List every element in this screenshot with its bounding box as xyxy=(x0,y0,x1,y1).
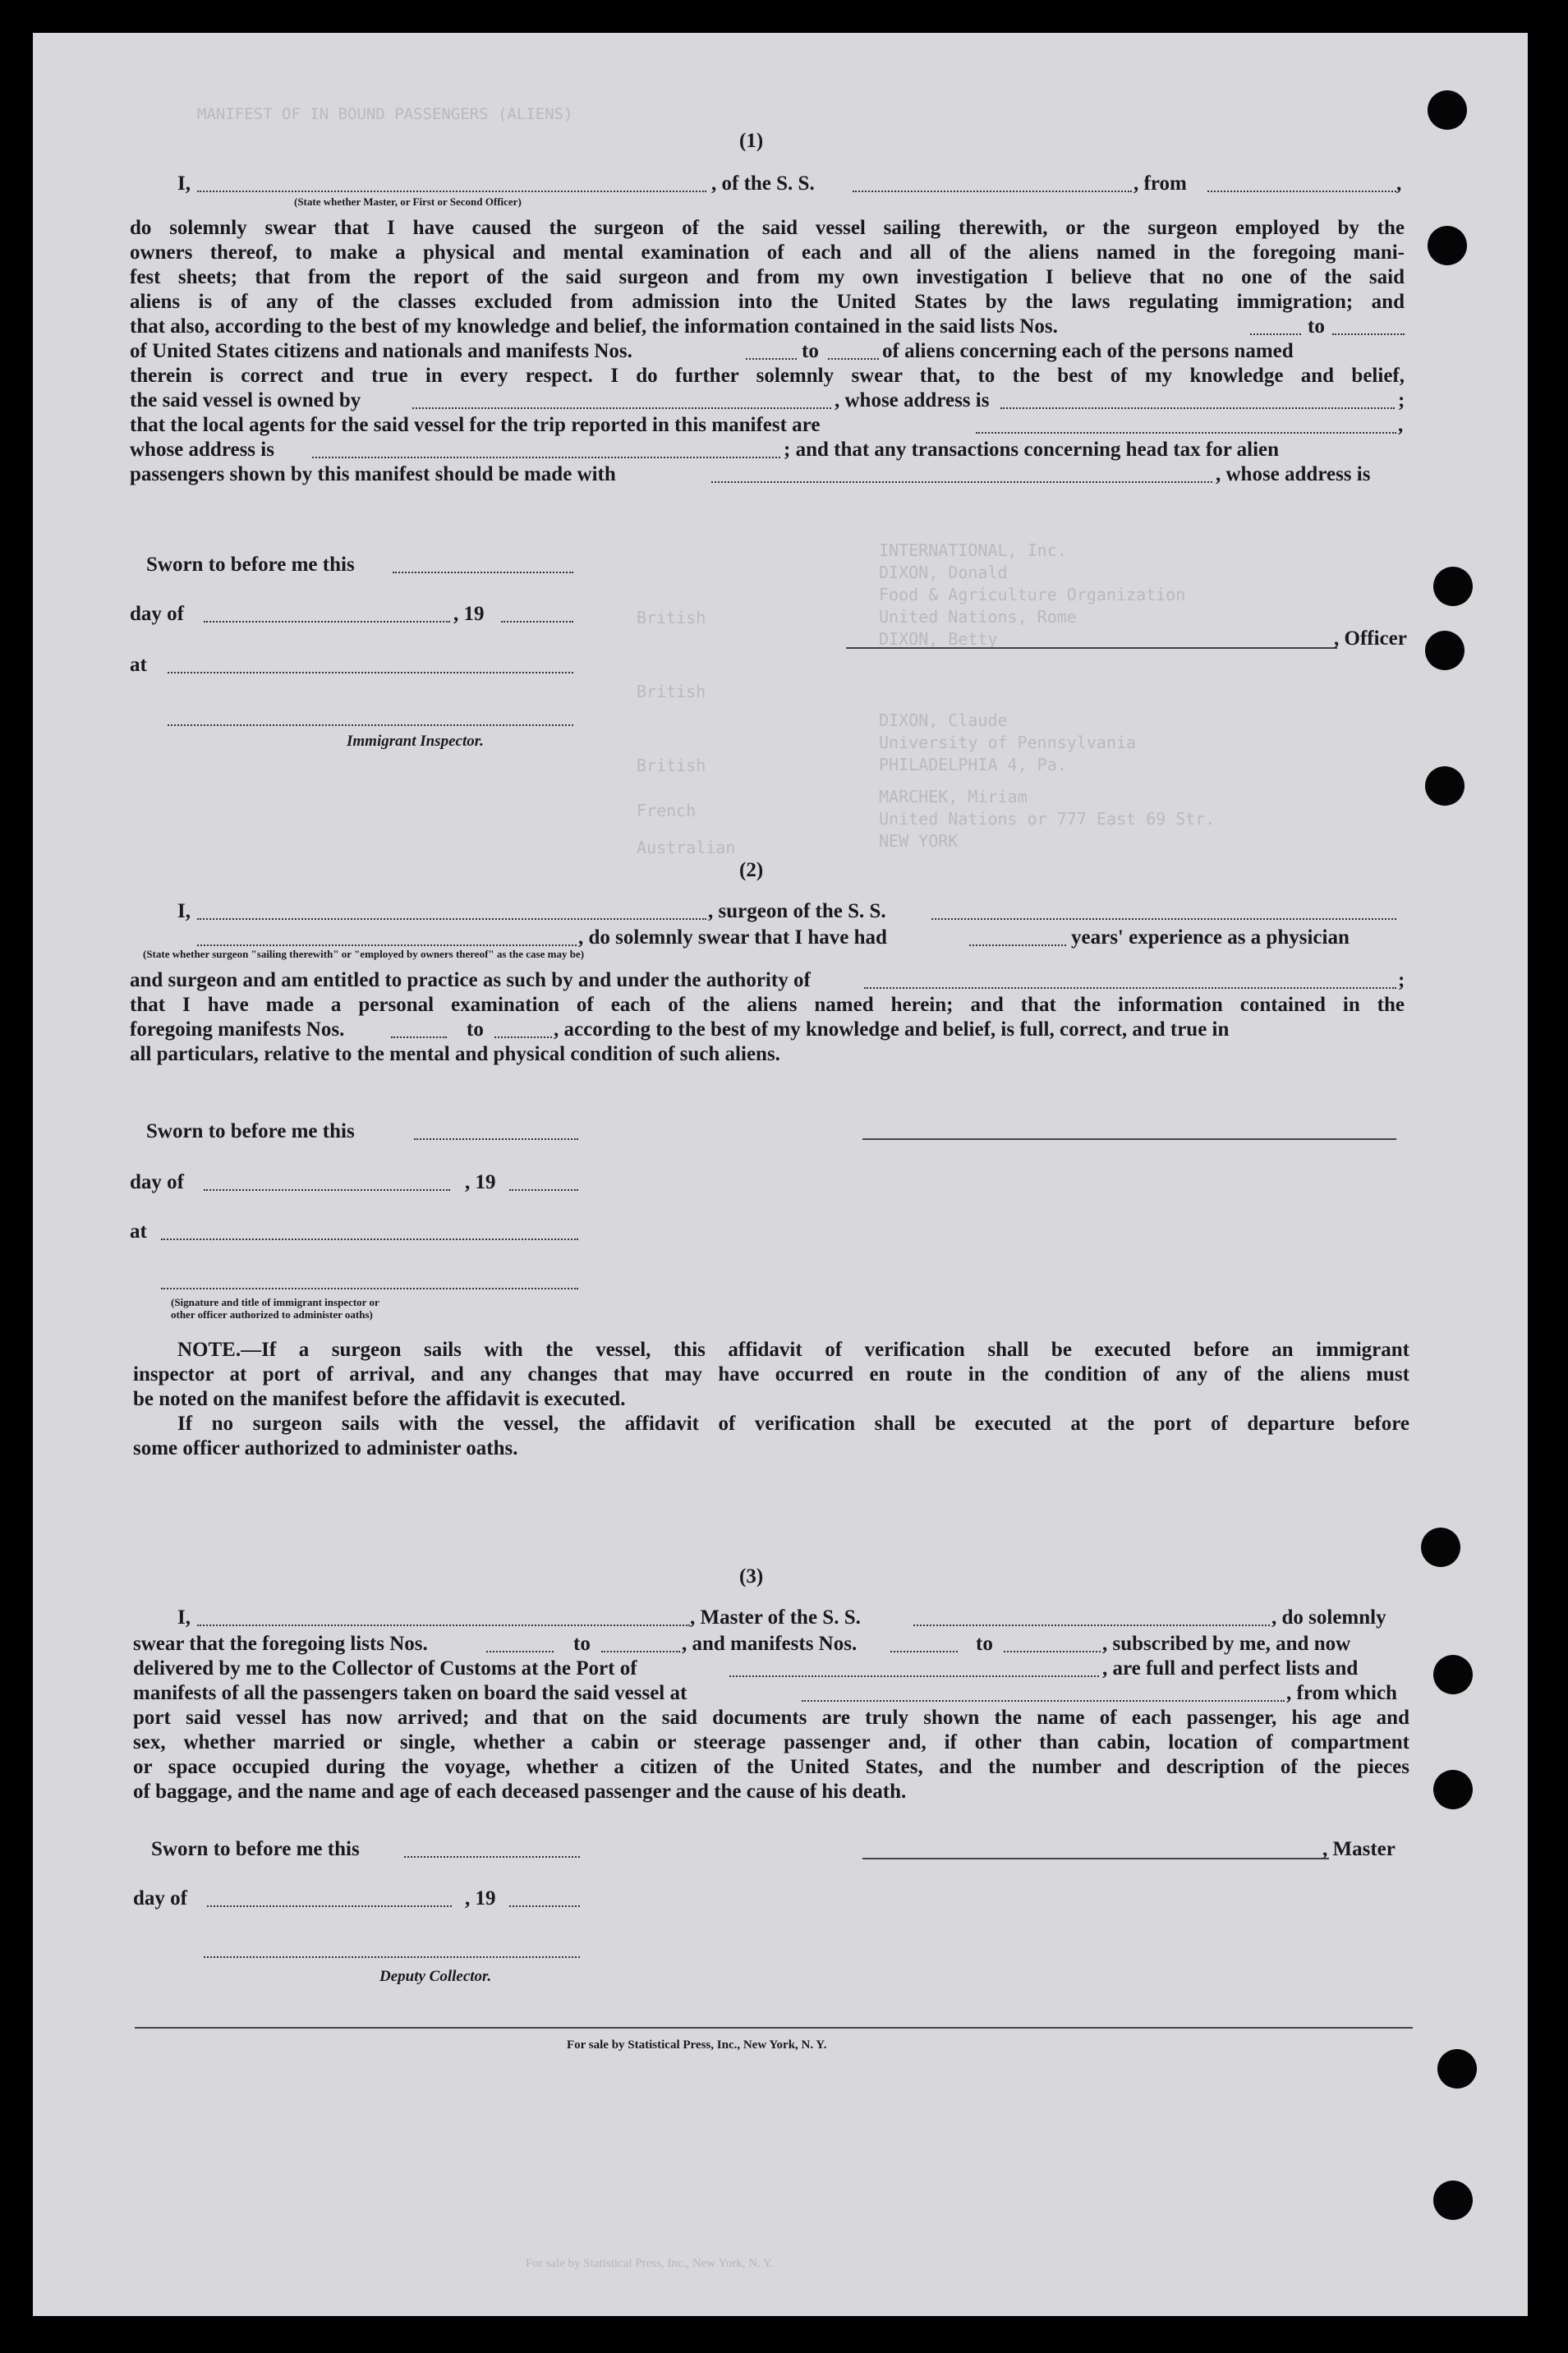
punch-hole xyxy=(1428,226,1467,265)
show-through-nationality: Australian xyxy=(637,838,736,857)
punch-hole xyxy=(1433,2181,1473,2220)
oath-text-line: sex, whether married or single, whether a cabin or steerage passenger and, if other than cabin, location of compartment xyxy=(133,1731,1409,1753)
year-label: , 19 xyxy=(465,1171,496,1193)
oath-text-line: that also, according to the best of my knowledge and belief, the information contained in the said lists Nos. xyxy=(130,315,1058,338)
oath-text-line: manifests of all the passengers taken on board the said vessel at xyxy=(133,1682,687,1704)
show-through-nationality: French xyxy=(637,801,697,820)
vessel-name-field[interactable] xyxy=(853,191,1132,192)
show-through-name: University of Pennsylvania xyxy=(879,733,1137,752)
oath-text-line: and surgeon and am entitled to practice as such by and under the authority of xyxy=(130,969,811,991)
section-number: (1) xyxy=(739,130,764,152)
oath-text-line: of United States citizens and nationals and manifests Nos. xyxy=(130,340,632,362)
list-no-from-field[interactable] xyxy=(1250,333,1301,335)
master-vessel-field[interactable] xyxy=(913,1625,1270,1626)
deputy-label: Deputy Collector. xyxy=(379,1968,492,1985)
punch-hole xyxy=(1421,1528,1460,1567)
show-through-heading: MANIFEST OF IN BOUND PASSENGERS (ALIENS) xyxy=(197,105,573,123)
sworn-day-field[interactable] xyxy=(393,572,573,573)
label-i: I, xyxy=(177,900,191,922)
oath-text-line: owners thereof, to make a physical and mental examination of each and all of the aliens named in the foregoing mani- xyxy=(130,241,1405,264)
label-i: I, xyxy=(177,1606,191,1629)
master-label: , Master xyxy=(1322,1838,1396,1860)
vessel-owner-field[interactable] xyxy=(412,407,831,409)
inspector-label: Immigrant Inspector. xyxy=(347,733,484,750)
label-surgeon-ss: , surgeon of the S. S. xyxy=(708,900,886,922)
lists-from-field[interactable] xyxy=(486,1651,554,1652)
day-of-label: day of xyxy=(130,1171,184,1193)
oath-text-line: passengers shown by this manifest should be made with xyxy=(130,463,616,485)
manifest-no-to-field[interactable] xyxy=(828,358,879,360)
month-field[interactable] xyxy=(204,621,450,623)
signature-note: (Signature and title of immigrant inspector or xyxy=(171,1296,379,1308)
sworn-label: Sworn to before me this xyxy=(146,554,355,576)
lists-to-field[interactable] xyxy=(601,1651,680,1652)
year-field[interactable] xyxy=(509,1189,578,1191)
place-field[interactable] xyxy=(161,1239,578,1240)
oath-text-line: that I have made a personal examination of each of the aliens named herein; and that the information contained in the xyxy=(130,994,1405,1016)
at-label: at xyxy=(130,654,147,676)
year-label: , 19 xyxy=(465,1887,496,1910)
deputy-signature-line[interactable] xyxy=(204,1956,580,1958)
sworn-label: Sworn to before me this xyxy=(146,1120,355,1142)
at-label: at xyxy=(130,1220,147,1243)
manifest-no-from-field[interactable] xyxy=(746,358,797,360)
note-text-line: be noted on the manifest before the affidavit is executed. xyxy=(133,1388,626,1410)
show-through-name: Food & Agriculture Organization xyxy=(879,585,1186,604)
officer-signature-line[interactable] xyxy=(846,647,1337,649)
officer-rank-field[interactable] xyxy=(197,191,706,192)
punch-hole xyxy=(1425,766,1465,806)
show-through-name: United Nations or 777 East 69 Str. xyxy=(879,809,1216,829)
show-through-name: PHILADELPHIA 4, Pa. xyxy=(879,755,1067,774)
punch-hole xyxy=(1437,2049,1477,2089)
show-through-name: DIXON, Claude xyxy=(879,710,1008,730)
show-through-name: United Nations, Rome xyxy=(879,607,1077,627)
departure-port-field[interactable] xyxy=(1207,191,1396,192)
authority-field[interactable] xyxy=(864,987,1396,989)
collector-port-field[interactable] xyxy=(729,1675,1099,1677)
list-no-to-field[interactable] xyxy=(1332,333,1405,335)
surgeon-signature-line[interactable] xyxy=(862,1138,1396,1140)
oath-text-line: the said vessel is owned by xyxy=(130,389,361,411)
note-text-line: some officer authorized to administer oaths. xyxy=(133,1437,518,1459)
master-signature-line[interactable] xyxy=(862,1858,1329,1859)
sworn-label: Sworn to before me this xyxy=(151,1838,360,1860)
oath-text-line: or space occupied during the voyage, whether a citizen of the United States, and the number and description of the pieces xyxy=(133,1756,1409,1778)
inspector-signature-line[interactable] xyxy=(168,724,573,726)
day-of-label: day of xyxy=(133,1887,187,1910)
punch-hole xyxy=(1433,1655,1473,1694)
oath-text-line: port said vessel has now arrived; and that on the said documents are truly shown the name of each passenger, his age and xyxy=(133,1707,1409,1729)
year-label: , 19 xyxy=(453,603,485,625)
show-through-name: MARCHEK, Miriam xyxy=(879,787,1028,807)
oath-text-line: that the local agents for the said vessel for the trip reported in this manifest are xyxy=(130,414,821,436)
note-text-line: NOTE.—If a surgeon sails with the vessel, this affidavit of verification shall be executed before an immigrant xyxy=(177,1339,1409,1361)
surgeon-status-field[interactable] xyxy=(197,944,577,946)
show-through-nationality: British xyxy=(637,756,706,775)
oath-text-line: do solemnly swear that I have caused the surgeon of the said vessel sailing therewith, or the surgeon employed by the xyxy=(130,217,1405,239)
show-through-nationality: British xyxy=(637,608,706,627)
punch-hole xyxy=(1433,567,1473,606)
master-name-field[interactable] xyxy=(197,1625,690,1626)
manifests-to-field[interactable] xyxy=(1004,1651,1101,1652)
oath-text-line: fest sheets; that from the report of the said surgeon and from my own investigation I believe that no one of the said xyxy=(130,266,1405,288)
oath-text-line: aliens is of any of the classes excluded from admission into the United States by the laws regulating immigration; and xyxy=(130,291,1405,313)
label-of-ss: , of the S. S. xyxy=(711,172,815,195)
oath-text-line: all particulars, relative to the mental and physical condition of such aliens. xyxy=(130,1043,780,1065)
place-field[interactable] xyxy=(168,672,573,673)
local-agents-field[interactable] xyxy=(976,432,1396,434)
show-through-nationality: British xyxy=(637,682,706,701)
inspector-signature-line[interactable] xyxy=(161,1288,578,1289)
field-note: (State whether surgeon "sailing therewith" or "employed by owners thereof" as the case may be) xyxy=(143,948,585,960)
note-text-line: inspector at port of arrival, and any changes that may have occurred en route in the condition of any of the aliens must xyxy=(133,1363,1409,1386)
field-note: (State whether Master, or First or Second Officer) xyxy=(294,195,522,208)
oath-text-line: whose address is xyxy=(130,439,274,461)
day-of-label: day of xyxy=(130,603,184,625)
month-field[interactable] xyxy=(204,1189,450,1191)
manifests-from-field[interactable] xyxy=(890,1651,958,1652)
sworn-day-field[interactable] xyxy=(414,1138,578,1140)
show-through-name: DIXON, Betty xyxy=(879,629,998,649)
years-experience-field[interactable] xyxy=(969,944,1066,946)
punch-hole xyxy=(1425,631,1465,670)
punch-hole xyxy=(1433,1770,1473,1809)
oath-text-line: therein is correct and true in every respect. I do further solemnly swear that, to the best of my knowledge and belief, xyxy=(130,365,1405,387)
sworn-day-field[interactable] xyxy=(404,1856,580,1858)
section-number: (2) xyxy=(739,859,764,881)
show-through-name: NEW YORK xyxy=(879,831,959,851)
agent-address-field[interactable] xyxy=(312,457,780,458)
year-field[interactable] xyxy=(501,621,573,623)
show-through-name: INTERNATIONAL, Inc. xyxy=(879,540,1067,560)
surgeon-manifest-to-field[interactable] xyxy=(494,1036,552,1038)
oath-text-line: of baggage, and the name and age of each deceased passenger and the cause of his death. xyxy=(133,1781,907,1803)
manifest-page: MANIFEST OF IN BOUND PASSENGERS (ALIENS) INTERNATIONAL, Inc. DIXON, Donald Food & Agriculture Organization United Nations, Rome DIXON, Betty DIXON, Claude University of Pennsylvania PHILADELPHIA 4, Pa. MARCHEK, Miriam United Nations or 777 East 69 Str. NEW YORK British British British French Australian (1) I, , of the S. S. , from , (State whether Master, or First or Second Officer) do solemnly swear that I have caused the surgeon of the said vessel sailing therewith, or the surgeon employed by the owners thereof, to make a physical and mental examination of each and all of the aliens named in the foregoing mani- fest sheets; that from the report of the said surgeon and from my own investigation I believe that no one of the said aliens is of any of the classes excluded from admission into the United States by the laws regulating immigration; and that also, according to the best of my knowledge and belief, the information contained in the said lists Nos. to of United States citizens and nationals and manifests Nos. to of aliens concerning each of the persons named therein is correct and true in every respect. I do further solemnly swear that, to the best of my knowledge and belief, the said vessel is owned by , whose address is ; that the local agents for the said vessel for the trip reported in this manifest are , whose address is ; and that any transactions concerning head tax for alien passengers shown by this manifest should be made with , whose address is Sworn to before me this day of , 19 at , Officer Immigrant Inspector. (2) I, , surgeon of the S. S. , do solemnly swear that I have had years' experience as a physician (State whether surgeon "sailing therewith" or "employed by owners thereof" as the case may be) and surgeon and am entitled to practice as such by and under the authority of ; that I have made a personal examination of each of the aliens named herein; and that the information contained in the foregoing manifests Nos. to , according to the best of my knowledge and belief, is full, correct, and true in all particulars, relative to the mental and physical condition of such aliens. Sworn to before me this day of , 19 at (Signature and title of immigrant inspector or other officer authorized to administer oaths) NOTE.—If a surgeon sails with the vessel, this affidavit of verification shall be executed before an immigrant inspector at port of arrival, and any changes that may have occurred en route in the condition of any of the aliens must be noted on the manifest before the affidavit is executed. If no surgeon sails with the vessel, the affidavit of verification shall be executed at the port of departure before some officer authorized to administer oaths. (3) I, , Master of the S. S. , do solemnly swear that the foregoing lists Nos. to , and manifests Nos. to , subscribed by me, and now delivered by me to the Collector of Customs at the Port of , are full and perfect lists and manifests of all the passengers taken on board the said vessel at , from which port said vessel has now arrived; and that on the said documents are truly shown the name of each passenger, his age and sex, whether married or single, whether a cabin or steerage passenger and, if other than cabin, location of compartment or space occupied during the voyage, whether a citizen of the United States, and the number and description of the pieces of baggage, and the name and age of each deceased passenger and the cause of his death. Sworn to before me this , Master day of , 19 Deputy Collector. For sale by Statistical Press, Inc., New York, N. Y. For sale by Statistical Press, Inc., New York, N. Y. xyxy=(33,33,1528,2316)
footer-imprint: For sale by Statistical Press, Inc., New York, N. Y. xyxy=(567,2038,827,2052)
signature-note: other officer authorized to administer oaths) xyxy=(171,1308,373,1321)
surgeon-vessel-field[interactable] xyxy=(931,918,1396,920)
footer-divider xyxy=(135,2027,1413,2029)
year-field[interactable] xyxy=(509,1905,580,1907)
surgeon-manifest-from-field[interactable] xyxy=(391,1036,447,1038)
oath-text-line: foregoing manifests Nos. xyxy=(130,1018,345,1041)
surgeon-name-field[interactable] xyxy=(197,918,706,920)
punch-hole xyxy=(1428,90,1467,130)
oath-text-line: swear that the foregoing lists Nos. xyxy=(133,1633,428,1655)
head-tax-party-field[interactable] xyxy=(711,481,1212,483)
month-field[interactable] xyxy=(207,1905,452,1907)
oath-text-line: delivered by me to the Collector of Customs at the Port of xyxy=(133,1657,637,1680)
owner-address-field[interactable] xyxy=(1000,407,1395,409)
show-through-footer: For sale by Statistical Press, Inc., New York, N. Y. xyxy=(526,2257,774,2270)
show-through-name: DIXON, Donald xyxy=(879,563,1008,582)
label-i: I, xyxy=(177,172,191,195)
boarding-port-field[interactable] xyxy=(802,1700,1285,1702)
note-text-line: If no surgeon sails with the vessel, the affidavit of verification shall be executed at the port of departure before xyxy=(177,1413,1409,1435)
label-from: , from xyxy=(1133,172,1187,195)
section-number: (3) xyxy=(739,1565,764,1588)
officer-label: , Officer xyxy=(1334,627,1407,650)
